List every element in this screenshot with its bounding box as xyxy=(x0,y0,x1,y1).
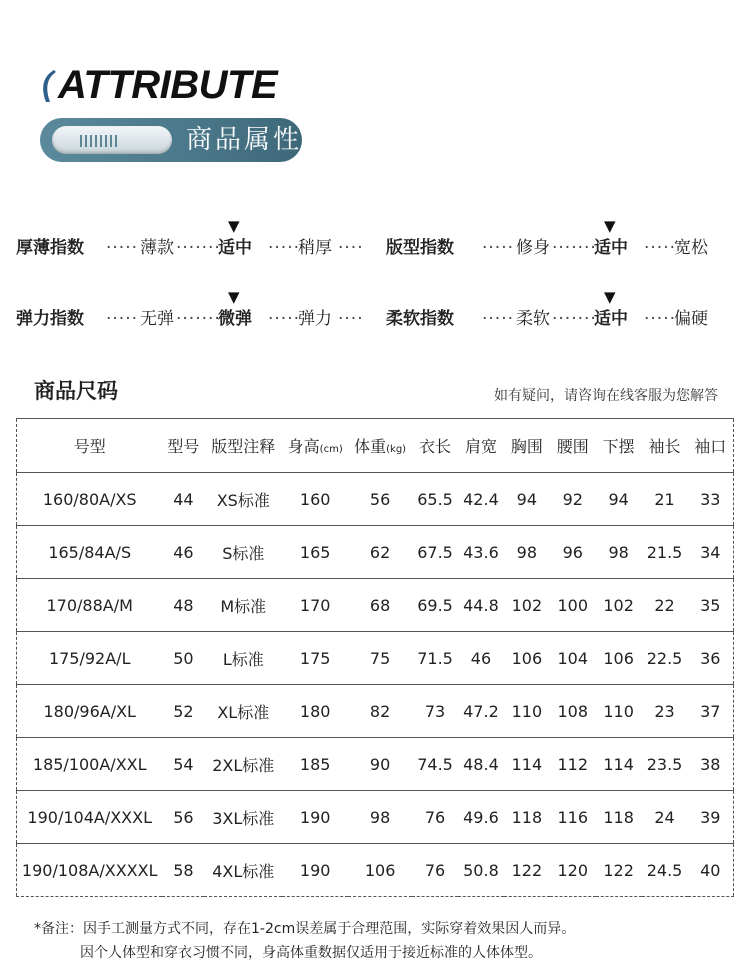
size-table-header-row xyxy=(17,419,734,473)
table-cell: 122 xyxy=(504,844,550,897)
attribute-option: 薄款 xyxy=(140,238,174,258)
table-cell: 69.5 xyxy=(412,579,458,632)
table-cell: 98 xyxy=(596,526,642,579)
table-cell: 4XL标准 xyxy=(204,844,282,897)
table-cell: 100 xyxy=(550,579,596,632)
table-cell: 3XL标准 xyxy=(204,791,282,844)
attribute-option: 偏硬 xyxy=(674,309,708,329)
note-line-1: *备注：因手工测量方式不同，存在1-2cm误差属于合理范围，实际穿着效果因人而异。 xyxy=(34,921,576,937)
table-cell: 92 xyxy=(550,473,596,526)
attribute-label: 厚薄指数 xyxy=(16,238,84,258)
table-cell: 185/100A/XXL xyxy=(17,738,163,791)
table-cell: 52 xyxy=(162,685,204,738)
striped-capsule-icon xyxy=(52,126,172,154)
header-cell: 身高(cm) xyxy=(282,419,348,473)
dotted-leader: ····· xyxy=(268,309,301,329)
table-cell: 120 xyxy=(550,844,596,897)
table-cell: 175/92A/L xyxy=(17,632,163,685)
table-cell: 48.4 xyxy=(458,738,504,791)
dotted-leader: ····· xyxy=(644,309,677,329)
down-triangle-arrow-icon: ▼ xyxy=(604,217,616,235)
attribute-row xyxy=(386,217,746,262)
table-cell: 21.5 xyxy=(642,526,688,579)
table-cell: 2XL标准 xyxy=(204,738,282,791)
table-cell: 102 xyxy=(596,579,642,632)
attribute-option: 柔软 xyxy=(516,309,550,329)
table-row xyxy=(17,632,734,685)
attribute-option: 修身 xyxy=(516,238,550,258)
table-cell: 23.5 xyxy=(642,738,688,791)
attribute-title: ATTRIBUTE xyxy=(58,63,278,107)
table-cell: 42.4 xyxy=(458,473,504,526)
table-cell: 102 xyxy=(504,579,550,632)
table-cell: 43.6 xyxy=(458,526,504,579)
dotted-leader: ······· xyxy=(552,309,597,329)
table-cell: 47.2 xyxy=(458,685,504,738)
header-cell: 体重(kg) xyxy=(348,419,412,473)
table-row xyxy=(17,473,734,526)
table-cell: 160/80A/XS xyxy=(17,473,163,526)
table-cell: 67.5 xyxy=(412,526,458,579)
down-triangle-arrow-icon: ▼ xyxy=(228,288,240,306)
table-cell: 50.8 xyxy=(458,844,504,897)
table-cell: 116 xyxy=(550,791,596,844)
attribute-row xyxy=(16,217,376,262)
table-cell: 118 xyxy=(504,791,550,844)
table-cell: 106 xyxy=(348,844,412,897)
table-cell: 114 xyxy=(504,738,550,791)
table-cell: 190 xyxy=(282,791,348,844)
dotted-leader: ····· xyxy=(482,309,515,329)
attribute-label: 版型指数 xyxy=(386,238,454,258)
table-cell: 36 xyxy=(688,632,734,685)
table-cell: 38 xyxy=(688,738,734,791)
header-cell: 袖长 xyxy=(642,419,688,473)
table-cell: 46 xyxy=(162,526,204,579)
table-cell: 180/96A/XL xyxy=(17,685,163,738)
table-cell: XL标准 xyxy=(204,685,282,738)
down-triangle-arrow-icon: ▼ xyxy=(604,288,616,306)
attribute-pill-title: 商品属性 xyxy=(186,125,303,155)
table-cell: 190 xyxy=(282,844,348,897)
header-cell: 胸围 xyxy=(504,419,550,473)
table-row xyxy=(17,685,734,738)
table-cell: 56 xyxy=(348,473,412,526)
table-cell: 90 xyxy=(348,738,412,791)
table-cell: 160 xyxy=(282,473,348,526)
header-cell: 号型 xyxy=(17,419,163,473)
dotted-leader: ······· xyxy=(552,238,597,258)
table-cell: 170 xyxy=(282,579,348,632)
down-triangle-arrow-icon: ▼ xyxy=(228,217,240,235)
table-cell: 114 xyxy=(596,738,642,791)
table-cell: 37 xyxy=(688,685,734,738)
attribute-pill-banner xyxy=(40,118,302,162)
table-cell: 65.5 xyxy=(412,473,458,526)
header-cell: 型号 xyxy=(162,419,204,473)
table-cell: 50 xyxy=(162,632,204,685)
table-cell: 54 xyxy=(162,738,204,791)
table-cell: 190/104A/XXXL xyxy=(17,791,163,844)
table-cell: 104 xyxy=(550,632,596,685)
note-line-2: 因个人体型和穿衣习惯不同，身高体重数据仅适用于接近标准的人体体型。 xyxy=(80,945,542,961)
table-row xyxy=(17,844,734,897)
dotted-leader: ····· xyxy=(106,309,139,329)
table-cell: 106 xyxy=(596,632,642,685)
table-cell: 118 xyxy=(596,791,642,844)
attribute-option: 适中 xyxy=(218,238,252,258)
table-cell: 170/88A/M xyxy=(17,579,163,632)
table-cell: 76 xyxy=(412,844,458,897)
header-cell: 衣长 xyxy=(412,419,458,473)
header-cell: 肩宽 xyxy=(458,419,504,473)
table-cell: 46 xyxy=(458,632,504,685)
dotted-leader: ····· xyxy=(106,238,139,258)
table-cell: 165 xyxy=(282,526,348,579)
attribute-label: 弹力指数 xyxy=(16,309,84,329)
table-cell: 56 xyxy=(162,791,204,844)
table-cell: 110 xyxy=(504,685,550,738)
table-cell: 75 xyxy=(348,632,412,685)
table-cell: L标准 xyxy=(204,632,282,685)
table-cell: 58 xyxy=(162,844,204,897)
attribute-option: 宽松 xyxy=(674,238,708,258)
table-cell: 185 xyxy=(282,738,348,791)
attribute-label: 柔软指数 xyxy=(386,309,454,329)
table-cell: 68 xyxy=(348,579,412,632)
table-cell: 24.5 xyxy=(642,844,688,897)
table-cell: 22 xyxy=(642,579,688,632)
size-help-text: 如有疑问，请咨询在线客服为您解答 xyxy=(494,388,718,404)
table-row xyxy=(17,579,734,632)
table-cell: 33 xyxy=(688,473,734,526)
table-cell: 110 xyxy=(596,685,642,738)
attribute-option: 适中 xyxy=(594,238,628,258)
attribute-option: 弹力 xyxy=(298,309,332,329)
size-table xyxy=(16,418,734,897)
table-cell: 22.5 xyxy=(642,632,688,685)
size-section-title: 商品尺码 xyxy=(34,379,118,403)
table-cell: 122 xyxy=(596,844,642,897)
table-cell: 190/108A/XXXXL xyxy=(17,844,163,897)
table-cell: 35 xyxy=(688,579,734,632)
table-cell: 74.5 xyxy=(412,738,458,791)
table-cell: 82 xyxy=(348,685,412,738)
dotted-leader: ···· xyxy=(338,238,364,258)
dotted-leader: ····· xyxy=(268,238,301,258)
table-cell: 21 xyxy=(642,473,688,526)
table-cell: 112 xyxy=(550,738,596,791)
header-cell: 袖口 xyxy=(688,419,734,473)
size-table-body xyxy=(17,473,734,897)
table-cell: 175 xyxy=(282,632,348,685)
table-row xyxy=(17,738,734,791)
table-row xyxy=(17,791,734,844)
table-cell: 98 xyxy=(504,526,550,579)
table-cell: 71.5 xyxy=(412,632,458,685)
header-cell: 下摆 xyxy=(596,419,642,473)
dotted-leader: ···· xyxy=(338,309,364,329)
dotted-leader: ······· xyxy=(176,238,221,258)
table-cell: 62 xyxy=(348,526,412,579)
dotted-leader: ····· xyxy=(644,238,677,258)
table-cell: 94 xyxy=(596,473,642,526)
attribute-option: 稍厚 xyxy=(298,238,332,258)
table-cell: 48 xyxy=(162,579,204,632)
table-cell: 49.6 xyxy=(458,791,504,844)
table-cell: 44 xyxy=(162,473,204,526)
table-cell: 73 xyxy=(412,685,458,738)
attribute-option: 微弹 xyxy=(218,309,252,329)
table-cell: M标准 xyxy=(204,579,282,632)
table-cell: 39 xyxy=(688,791,734,844)
table-cell: 94 xyxy=(504,473,550,526)
table-cell: 34 xyxy=(688,526,734,579)
table-cell: S标准 xyxy=(204,526,282,579)
table-cell: 106 xyxy=(504,632,550,685)
attribute-row xyxy=(16,288,376,333)
table-cell: 40 xyxy=(688,844,734,897)
attribute-option: 无弹 xyxy=(140,309,174,329)
dotted-leader: ······· xyxy=(176,309,221,329)
dotted-leader: ····· xyxy=(482,238,515,258)
blue-bracket-mark-icon xyxy=(38,68,56,104)
attribute-option: 适中 xyxy=(594,309,628,329)
attribute-row xyxy=(386,288,746,333)
table-cell: 23 xyxy=(642,685,688,738)
header-cell: 腰围 xyxy=(550,419,596,473)
table-cell: 108 xyxy=(550,685,596,738)
header-cell: 版型注释 xyxy=(204,419,282,473)
table-cell: 44.8 xyxy=(458,579,504,632)
table-row xyxy=(17,526,734,579)
table-cell: 76 xyxy=(412,791,458,844)
table-cell: 96 xyxy=(550,526,596,579)
table-cell: 24 xyxy=(642,791,688,844)
table-cell: XS标准 xyxy=(204,473,282,526)
table-cell: 165/84A/S xyxy=(17,526,163,579)
table-cell: 180 xyxy=(282,685,348,738)
table-cell: 98 xyxy=(348,791,412,844)
